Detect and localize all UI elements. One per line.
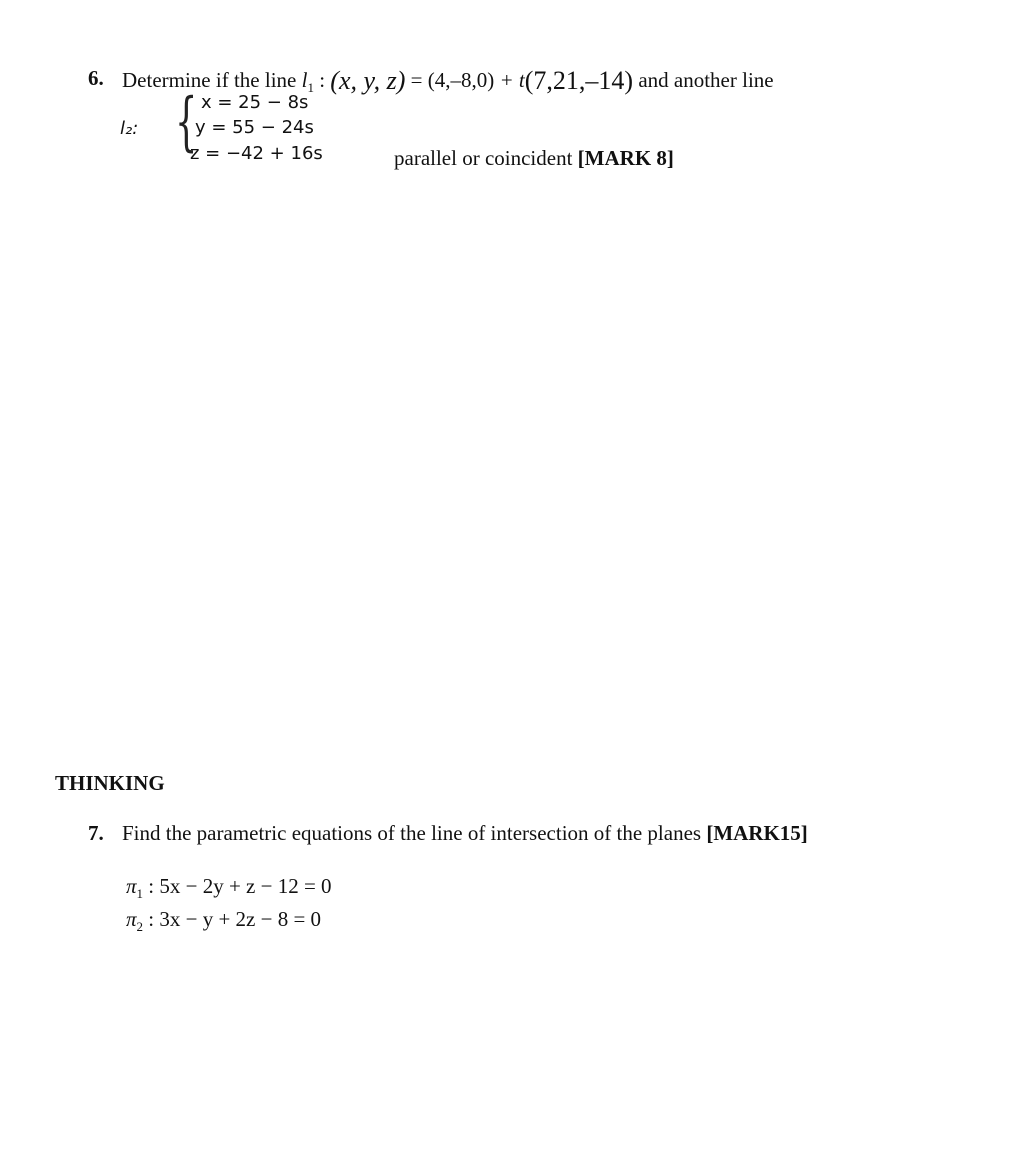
plane-1-expression: : 5x − 2y + z − 12 = 0 [148, 874, 332, 898]
plane-2-expression: : 3x − y + 2z − 8 = 0 [148, 907, 322, 931]
l2-equation-y: y = 55 − 24s [195, 117, 314, 138]
l2-equation-x: x = 25 − 8s [201, 92, 309, 113]
l1-point: (4,–8,0) [427, 68, 495, 92]
l1-direction: (7,21,–14) [524, 66, 634, 95]
section-heading-thinking: THINKING [55, 771, 165, 795]
l2-label: l₂: [120, 118, 139, 139]
l1-plus-t: + t [499, 68, 525, 92]
plane-2-equation [126, 907, 321, 935]
plane-1-symbol: π [126, 874, 137, 898]
question-6-suffix: and another line [638, 68, 774, 92]
question-7-line [122, 821, 808, 846]
question-7-marks: [MARK15] [706, 821, 808, 845]
plane-1-subscript: 1 [136, 886, 144, 902]
question-7-text: Find the parametric equations of the line of intersection of the planes [122, 821, 702, 845]
plane-2-subscript: 2 [136, 919, 144, 935]
l1-equals: = [410, 68, 423, 92]
question-6-tail [394, 146, 674, 171]
question-6-marks: [MARK 8] [577, 146, 674, 170]
question-6-prefix: Determine if the line [122, 68, 297, 92]
l1-lhs: (x, y, z) [330, 66, 406, 95]
system-brace: { [175, 85, 198, 159]
plane-2-symbol: π [126, 907, 137, 931]
l1-subscript: 1 [307, 80, 314, 96]
l1-colon: : [319, 68, 326, 92]
l1-symbol: l [301, 68, 308, 92]
question-6-number: 6. [88, 66, 104, 90]
question-7-number: 7. [88, 821, 104, 845]
question-6-tail-text: parallel or coincident [394, 146, 573, 170]
l2-equation-z: z = −42 + 16s [190, 143, 323, 164]
plane-1-equation [126, 874, 332, 902]
